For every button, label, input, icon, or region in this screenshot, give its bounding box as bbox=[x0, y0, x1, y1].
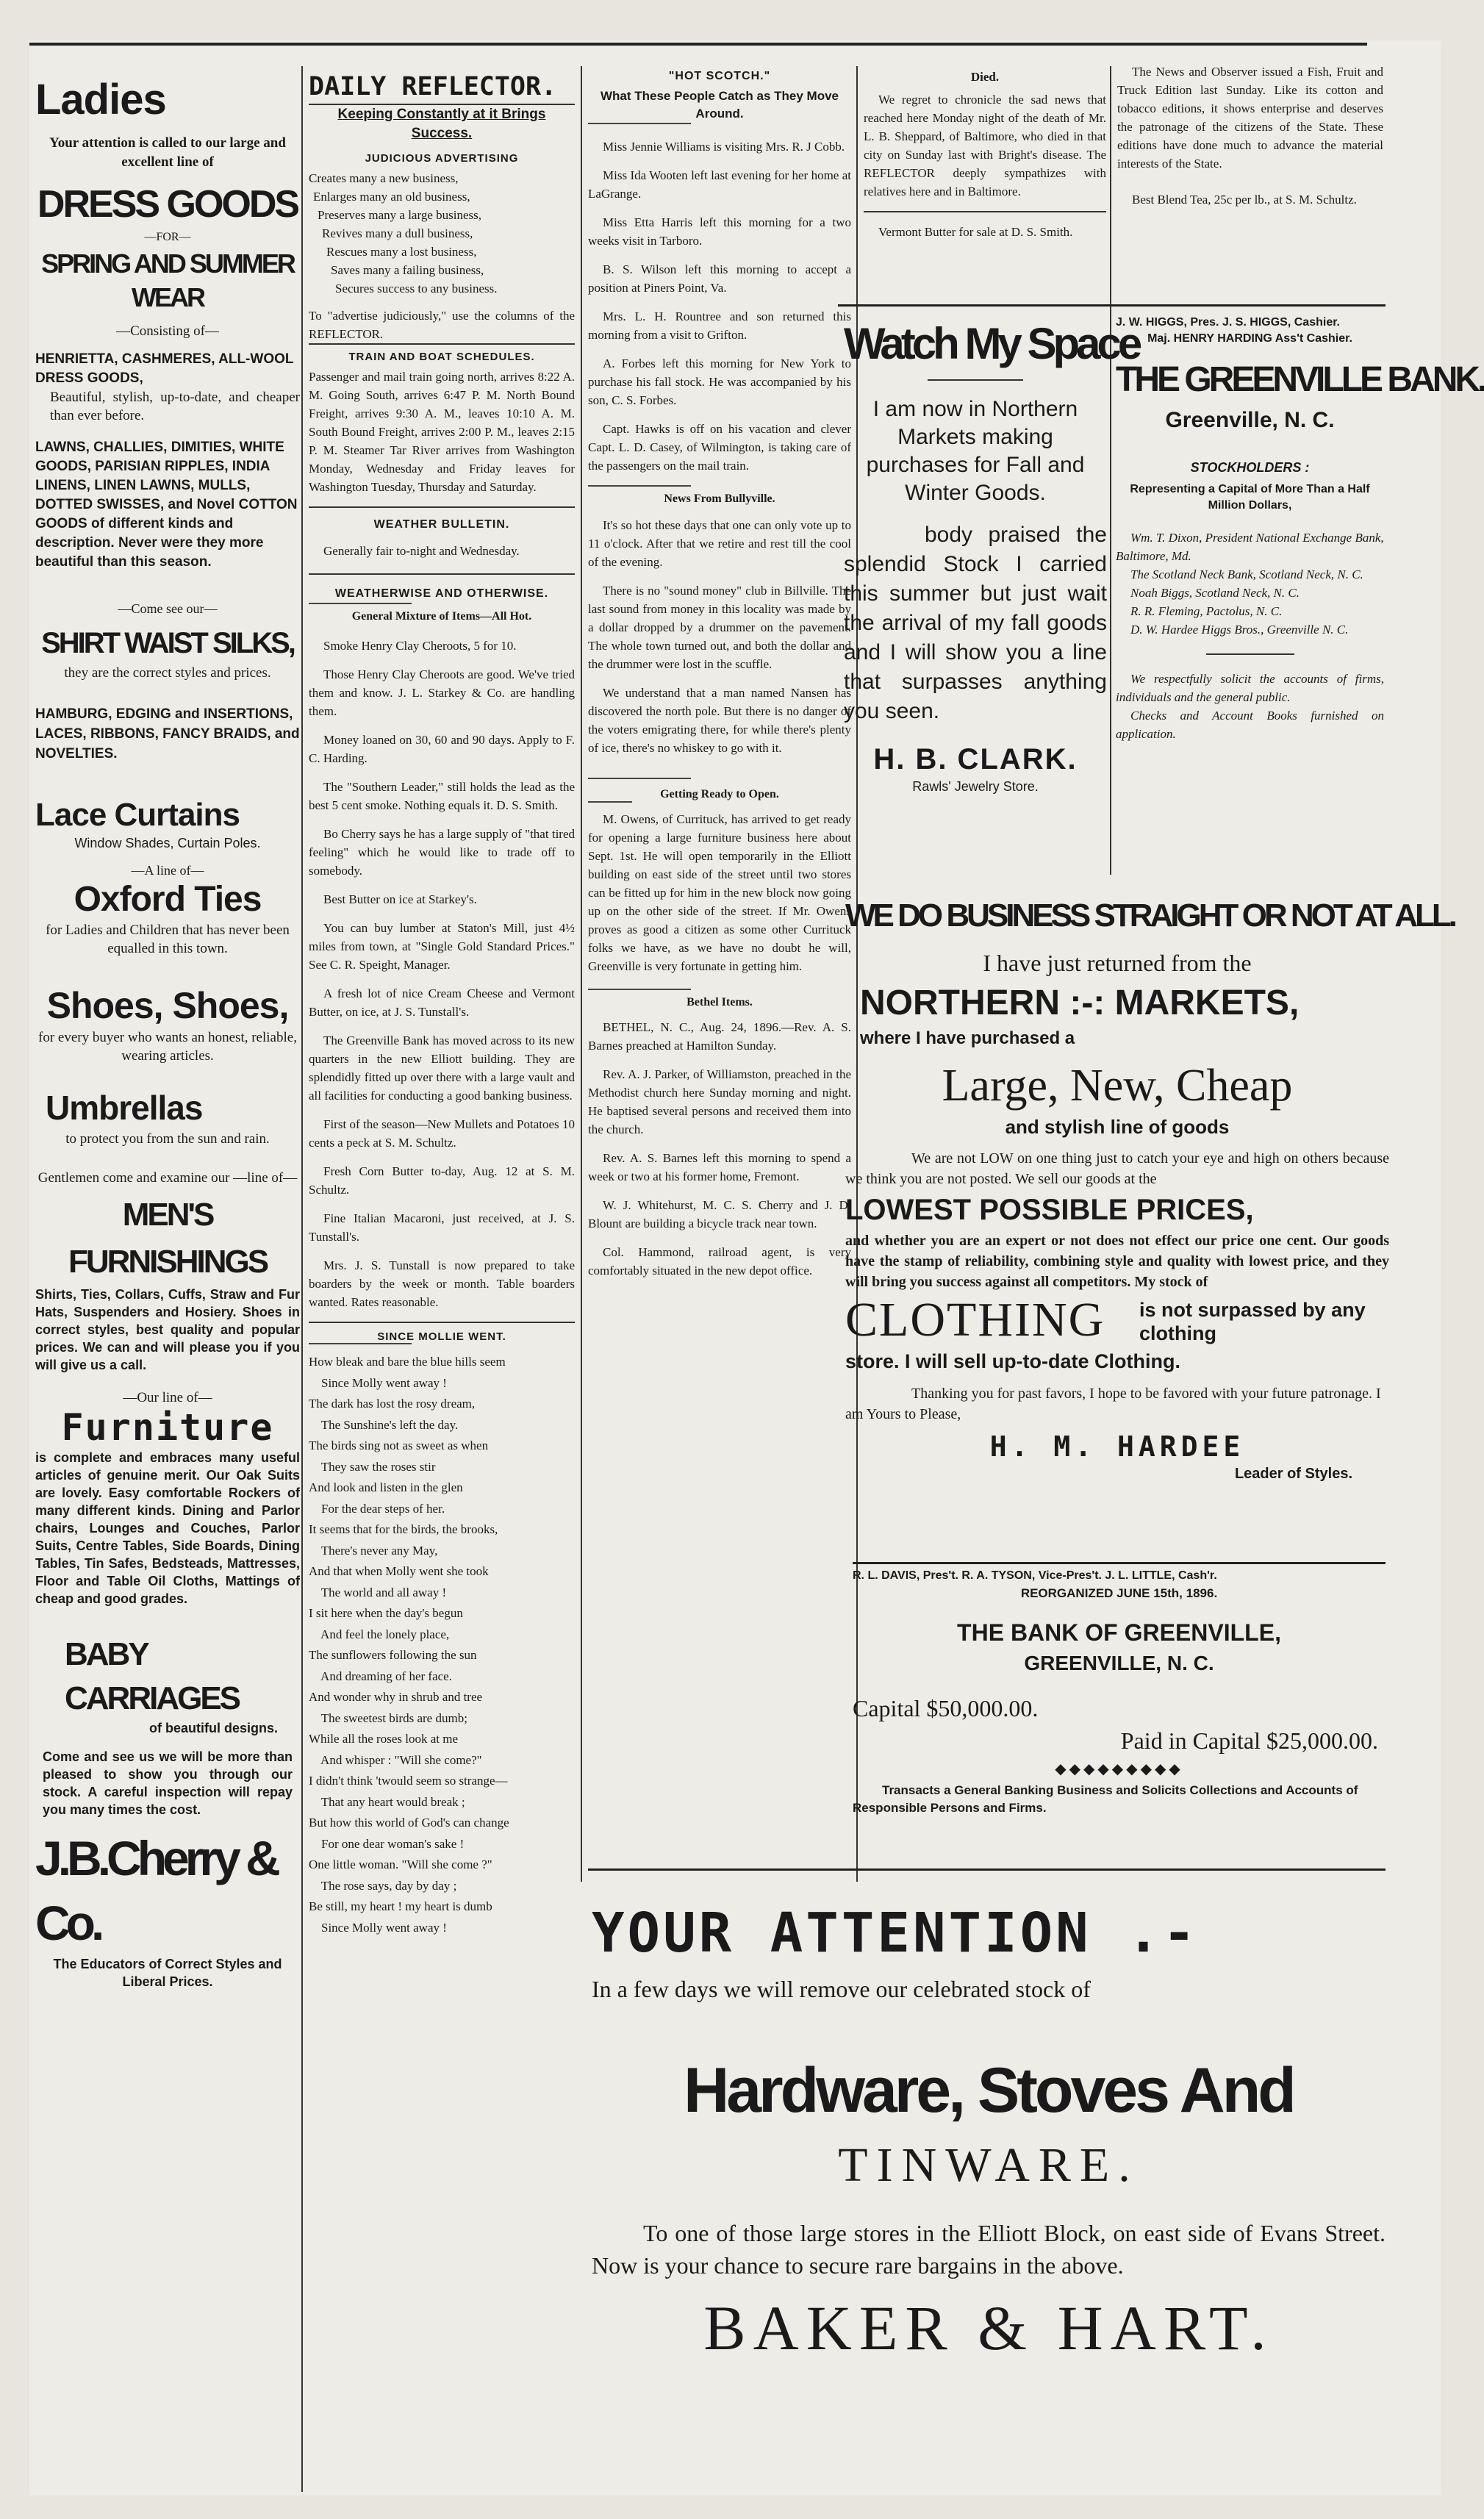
poem-line: Since Molly went away ! bbox=[309, 1920, 447, 1935]
gbank-officers1: J. W. HIGGS, Pres. J. S. HIGGS, Cashier. bbox=[1116, 316, 1340, 329]
cherry-firm-sub: The Educators of Correct Styles and Liberal Prices. bbox=[53, 1957, 282, 1989]
gbank-holder: D. W. Hardee Higgs Bros., Greenville N. C. bbox=[1130, 623, 1349, 637]
hardee-text1: We are not LOW on one thing just to catch your eye and high on others because we think you are not posted. We sell our goods at the bbox=[845, 1150, 1389, 1187]
bog-capital: Capital $50,000.00. bbox=[853, 1695, 1039, 1721]
hamburg-list: HAMBURG, EDGING and INSERTIONS, LACES, RIBBONS, FANCY BRAIDS, and NOVELTIES. bbox=[35, 706, 300, 762]
poem-line: The rose says, day by day ; bbox=[309, 1878, 457, 1893]
poem-line: The sweetest birds are dumb; bbox=[309, 1710, 467, 1725]
consisting-label: —Consisting of— bbox=[116, 323, 219, 339]
poem-line: It seems that for the birds, the brooks, bbox=[309, 1522, 498, 1536]
poem-line: For one dear woman's sake ! bbox=[309, 1836, 465, 1851]
section-rule bbox=[588, 1868, 1386, 1871]
died-text: We regret to chronicle the sad news that reached here Monday night of the death of Mr. L. B. Sheppard, of Baltimore, who died in that city on Sunday last with Bright's disease. The REFLECTOR deeply sympathizes with relatives here and in Baltimore. bbox=[864, 93, 1106, 198]
reflector-items bbox=[309, 637, 575, 1311]
umbrellas-sub: to protect you from the sun and rain. bbox=[65, 1131, 270, 1147]
henrietta-line: HENRIETTA, CASHMERES, ALL-WOOL DRESS GOODS, bbox=[35, 351, 294, 386]
bethel-item: W. J. Whitehurst, M. C. S. Cherry and J. D. Blount are building a bicycle track near town. bbox=[588, 1198, 851, 1230]
poem-title: SINCE MOLLIE WENT. bbox=[377, 1330, 506, 1343]
gbank-name: THE GREENVILLE BANK. bbox=[1116, 360, 1484, 399]
train-text: Passenger and mail train going north, arrives 8:22 A. M. Going South, arrives 6:47 P. M. North Bound Freight, arrives 9:30 A. M., leaves 10:10 A. M. South Bound Freight, arrives 2:00 P. M., leaves 2:15 P. M. Steamer Tar River arrives from Washington Monday, Wednesday and Friday leaves for Washington Tuesday, Thursday and Saturday. bbox=[309, 370, 575, 494]
hotscotch-subtitle: What These People Catch as They Move Around. bbox=[600, 89, 839, 121]
oxford-ties-sub: for Ladies and Children that has never been equalled in this town. bbox=[46, 922, 290, 956]
tea-notice: Best Blend Tea, 25c per lb., at S. M. Schultz. bbox=[1132, 193, 1357, 207]
hotscotch-item: Miss Ida Wooten left last evening for her home at LaGrange. bbox=[588, 168, 851, 201]
reflector-item: A fresh lot of nice Cream Cheese and Vermont Butter, on ice, at J. S. Tunstall's. bbox=[309, 986, 575, 1019]
judicious-heading: JUDICIOUS ADVERTISING bbox=[365, 152, 519, 165]
hardee-lowest: LOWEST POSSIBLE PRICES, bbox=[845, 1194, 1254, 1226]
gbank-holder: Wm. T. Dixon, President National Exchange Bank, Baltimore, Md. bbox=[1116, 531, 1384, 563]
gbank-officers2: Maj. HENRY HARDING Ass't Cashier. bbox=[1147, 332, 1352, 345]
baker-intro: In a few days we will remove our celebrated stock of bbox=[592, 1976, 1091, 2002]
train-heading: TRAIN AND BOAT SCHEDULES. bbox=[348, 351, 535, 363]
hotscotch-item: B. S. Wilson left this morning to accept a position at Piners Point, Va. bbox=[588, 262, 851, 295]
observer-section bbox=[1117, 62, 1383, 305]
reflector-item: Those Henry Clay Cheroots are good. We've tried them and know. J. L. Starkey & Co. are handling them. bbox=[309, 667, 575, 718]
reflector-item: Best Butter on ice at Starkey's. bbox=[323, 892, 477, 906]
observer-text: The News and Observer issued a Fish, Fruit and Truck Edition last Sunday. Like its cotton and tobacco editions, it shows enterprise and deserves the patronage of the citizens of the State. These editions have done much to advance the material interests of the State. bbox=[1117, 65, 1383, 171]
shirt-waist-heading: SHIRT WAIST SILKS, bbox=[41, 627, 294, 659]
line-of-label: —A line of— bbox=[131, 863, 204, 878]
clark-sub: Rawls' Jewelry Store. bbox=[912, 779, 1039, 794]
judicious-line: Enlarges many an old business, bbox=[313, 190, 470, 204]
baby-carriages-heading: BABY CARRIAGES bbox=[65, 1636, 240, 1716]
bog-reorganized: REORGANIZED JUNE 15th, 1896. bbox=[1020, 1586, 1218, 1600]
section-rule bbox=[838, 304, 1386, 307]
poem-line: There's never any May, bbox=[309, 1543, 438, 1558]
bully-items bbox=[588, 516, 851, 757]
baker-text: To one of those large stores in the Elliott Block, on east side of Evans Street. Now is your chance to secure rare bargains in the above. bbox=[592, 2220, 1386, 2279]
reflector-item: The "Southern Leader," still holds the lead as the best 5 cent smoke. Nothing equals it. D. S. Smith. bbox=[309, 780, 575, 812]
gbank-holders bbox=[1116, 528, 1384, 639]
hardee-stylish: and stylish line of goods bbox=[1005, 1116, 1230, 1138]
clark-headline: Watch My Space bbox=[844, 319, 1139, 368]
bully-heading: News From Bullyville. bbox=[664, 492, 775, 505]
lawns-list: LAWNS, CHALLIES, DIMITIES, WHITE GOODS, PARISIAN RIPPLES, INDIA LINENS, LINEN LAWNS, MULLS, DOTTED SWISSES, and Novel COTTON GOODS of different kinds and description. Never were they more beautiful than this season. bbox=[35, 440, 298, 570]
poem-line: For the dear steps of her. bbox=[309, 1501, 445, 1516]
judicious-line: Preserves many a large business, bbox=[318, 208, 481, 222]
hotscotch-item: A. Forbes left this morning for New York to purchase his fall stock. He was accompanied by his son, C. S. Forbes. bbox=[588, 356, 851, 407]
hotscotch-column bbox=[588, 70, 851, 1878]
bethel-item: Col. Hammond, railroad agent, is very comfortably situated in the new depot office. bbox=[588, 1245, 851, 1278]
reflector-item: Money loaned on 30, 60 and 90 days. Apply to F. C. Harding. bbox=[309, 733, 575, 765]
lace-curtains-sub: Window Shades, Curtain Poles. bbox=[74, 836, 261, 850]
top-rule bbox=[29, 43, 1367, 46]
gbank-holder: The Scotland Neck Bank, Scotland Neck, N. C. bbox=[1130, 567, 1363, 581]
judicious-line: Saves many a failing business, bbox=[331, 263, 484, 277]
greenville-bank-ad bbox=[1116, 315, 1484, 888]
mens-furnishings-sub: Shirts, Ties, Collars, Cuffs, Straw and Fur Hats, Suspenders and Hosiery. Shoes in correct styles, best quality and popular prices. We can and will please you if you will give us a call. bbox=[35, 1287, 300, 1372]
reflector-title: DAILY REFLECTOR. bbox=[309, 72, 557, 101]
bully-item: It's so hot these days that one can only vote up to 11 o'clock. After that we retire and rest till the cool of the evening. bbox=[588, 518, 851, 569]
section-rule bbox=[853, 1562, 1386, 1564]
poem-line: Be still, my heart ! my heart is dumb bbox=[309, 1899, 492, 1913]
hardee-text2: and whether you are an expert or not does not effect our price one cent. Our goods have the stamp of reliability, combining style and quality with lowest price, and they will bring you success against all competitors. My stock of bbox=[845, 1233, 1389, 1290]
judicious-line: Secures success to any business. bbox=[335, 282, 498, 295]
hotscotch-items bbox=[588, 137, 851, 475]
gbank-checks: Checks and Account Books furnished on application. bbox=[1116, 709, 1384, 741]
baker-tinware: TINWARE. bbox=[838, 2138, 1139, 2192]
butter-notice: Vermont Butter for sale at D. S. Smith. bbox=[878, 225, 1073, 239]
bethel-item: Rev. A. J. Parker, of Williamston, preached in the Methodist church here Sunday morning and night. He baptised several persons and received them into the church. bbox=[588, 1067, 851, 1136]
ladies-title: Ladies bbox=[35, 76, 166, 123]
umbrellas-heading: Umbrellas bbox=[46, 1089, 203, 1127]
poem-line: The Sunshine's left the day. bbox=[309, 1417, 459, 1432]
died-section bbox=[864, 70, 1106, 334]
reflector-item: Fine Italian Macaroni, just received, at J. S. Tunstall's. bbox=[309, 1211, 575, 1244]
oxford-ties-heading: Oxford Ties bbox=[74, 880, 262, 919]
judicious-lines bbox=[309, 169, 575, 298]
reflector-item: You can buy lumber at Staton's Mill, just 4½ miles from town, at "Single Gold Standard Prices." See C. R. Speight, Manager. bbox=[309, 921, 575, 972]
bank-of-greenville-ad: R. L. DAVIS, Pres't. R. A. TYSON, Vice-Pres't. J. L. LITTLE, Cash'r. REORGANIZED JUNE 15th, 1896. THE BANK OF GREENVILLE, GREENVILLE, N. C. Capital $50,000.00. Paid in Capital $25,000.00. ◆◆◆◆◆◆◆◆◆ Transacts a General Banking Business and Solicits Collections and Accounts of Responsible Persons and Firms. bbox=[853, 1567, 1386, 1861]
hotscotch-item: Miss Etta Harris left this morning for a two weeks visit in Tarboro. bbox=[588, 215, 851, 248]
weather-heading: WEATHER BULLETIN. bbox=[373, 518, 510, 531]
reflector-item: Smoke Henry Clay Cheroots, 5 for 10. bbox=[323, 639, 517, 653]
hardee-northern: NORTHERN :-: MARKETS, bbox=[860, 983, 1300, 1022]
judicious-note: To "advertise judiciously," use the columns of the REFLECTOR. bbox=[309, 309, 575, 341]
hardee-thanks: Thanking you for past favors, I hope to be favored with your future patronage. I am Yours to Please, bbox=[845, 1386, 1381, 1422]
baker-hart-ad bbox=[592, 1896, 1386, 2484]
gbank-stock-heading: STOCKHOLDERS : bbox=[1190, 460, 1310, 475]
gentlemen-line: Gentlemen come and examine our —line of— bbox=[37, 1170, 298, 1186]
reflector-item: Fresh Corn Butter to-day, Aug. 12 at S. M. Schultz. bbox=[309, 1164, 575, 1197]
open-text: M. Owens, of Currituck, has arrived to get ready for opening a large furniture business here about Sept. 1st. He will open temporarily in the Elliott building on east side of the street until two stores can be fitted up for him in the new block now going up on the other side of the street. If Mr. Owens proves as good a citizen as some other Currituck folks we have, as we have no doubt he will, Greenville is very fortunate in getting him. bbox=[588, 812, 851, 973]
poem-line: The dark has lost the rosy dream, bbox=[309, 1397, 476, 1411]
hotscotch-item: Mrs. L. H. Rountree and son returned this morning from a visit to Grifton. bbox=[588, 309, 851, 342]
column-rule bbox=[301, 66, 303, 2492]
poem-line: While all the roses look at me bbox=[309, 1732, 458, 1746]
clark-ad bbox=[844, 315, 1139, 851]
henrietta-sub: Beautiful, stylish, up-to-date, and cheaper than ever before. bbox=[50, 390, 300, 423]
poem-line: How bleak and bare the blue hills seem bbox=[309, 1355, 506, 1369]
bog-paid: Paid in Capital $25,000.00. bbox=[1120, 1727, 1378, 1754]
bog-transacts: Transacts a General Banking Business and Solicits Collections and Accounts of Responsible Persons and Firms. bbox=[853, 1783, 1358, 1815]
hotscotch-title: "HOT SCOTCH." bbox=[668, 70, 771, 82]
poem-lines bbox=[309, 1352, 575, 1938]
hardee-clothing: CLOTHING bbox=[845, 1293, 1105, 1347]
hardee-leader: Leader of Styles. bbox=[1234, 1466, 1352, 1482]
hardee-large: Large, New, Cheap bbox=[942, 1061, 1293, 1111]
gbank-holder: R. R. Fleming, Pactolus, N. C. bbox=[1130, 604, 1283, 618]
baker-hardware: Hardware, Stoves And bbox=[684, 2055, 1294, 2126]
mens-furnishings-heading: MEN'S FURNISHINGS bbox=[68, 1197, 268, 1280]
hardee-returned: I have just returned from the bbox=[983, 950, 1252, 976]
died-title: Died. bbox=[970, 70, 1000, 84]
bully-item: We understand that a man named Nansen has discovered the north pole. But there is no danger of the voters emigrating there, for while there's plenty of ice, there's no whiskey to go with it. bbox=[588, 686, 851, 755]
gbank-solicit: We respectfully solicit the accounts of firms, individuals and the general public. bbox=[1116, 672, 1384, 704]
shoes-sub: for every buyer who wants an honest, reliable, wearing articles. bbox=[38, 1030, 297, 1064]
judicious-line: Rescues many a lost business, bbox=[326, 245, 477, 259]
poem-line: Since Molly went away ! bbox=[309, 1375, 447, 1390]
gbank-city: Greenville, N. C. bbox=[1165, 408, 1335, 432]
open-heading: Getting Ready to Open. bbox=[660, 788, 779, 800]
bethel-item: Rev. A. S. Barnes left this morning to spend a week or two at his former home, Fremont. bbox=[588, 1151, 851, 1183]
judicious-line: Revives many a dull business, bbox=[322, 226, 473, 240]
shoes-heading: Shoes, Shoes, bbox=[46, 985, 289, 1026]
bog-officers: R. L. DAVIS, Pres't. R. A. TYSON, Vice-Pres't. J. L. LITTLE, Cash'r. bbox=[853, 1569, 1217, 1582]
column-rule bbox=[581, 66, 582, 1882]
poem-line: And feel the lonely place, bbox=[309, 1627, 450, 1641]
bethel-item: BETHEL, N. C., Aug. 24, 1896.—Rev. A. S. Barnes preached at Hamilton Sunday. bbox=[588, 1020, 851, 1053]
our-line-label: —Our line of— bbox=[123, 1390, 212, 1405]
reflector-item: Bo Cherry says he has a large supply of "that tired feeling" which he would like to trade off to somebody. bbox=[309, 827, 575, 878]
baby-carriages-text: Come and see us we will be more than pleased to show you through our stock. A careful inspection will repay you many times the cost. bbox=[43, 1749, 293, 1817]
hardee-clothing-side: is not surpassed by any clothing bbox=[1139, 1299, 1366, 1344]
bethel-items bbox=[588, 1018, 851, 1280]
hardee-headline: WE DO BUSINESS STRAIGHT OR NOT AT ALL. bbox=[845, 897, 1455, 934]
bully-item: There is no "sound money" club in Billville. The last sound from money in this locality was made by a dollar dropped by a drummer on the pavement. The whole town turned out, and both the dollar and the drummer were lost in the scuffle. bbox=[588, 584, 851, 671]
gbank-holder: Noah Biggs, Scotland Neck, N. C. bbox=[1130, 586, 1300, 600]
clark-name: H. B. CLARK. bbox=[873, 743, 1078, 775]
baby-carriages-sub: of beautiful designs. bbox=[148, 1721, 278, 1735]
furniture-heading: Furniture bbox=[61, 1406, 274, 1449]
bethel-heading: Bethel Items. bbox=[687, 996, 753, 1008]
baker-headline: YOUR ATTENTION .- bbox=[592, 1902, 1199, 1965]
poem-line: They saw the roses stir bbox=[309, 1459, 436, 1474]
hardee-ad bbox=[845, 891, 1455, 1552]
poem-line: The world and all away ! bbox=[309, 1585, 447, 1599]
poem-line: And that when Molly went she took bbox=[309, 1564, 489, 1578]
poem-line: I sit here when the day's begun bbox=[309, 1606, 463, 1620]
reflector-item: Mrs. J. S. Tunstall is now prepared to take boarders by the week or month. Table boarders wanted. Rates reasonable. bbox=[309, 1258, 575, 1309]
weatherwise-heading: WEATHERWISE AND OTHERWISE. bbox=[334, 587, 549, 600]
bog-city: GREENVILLE, N. C. bbox=[1024, 1652, 1214, 1674]
hardee-purchased: where I have purchased a bbox=[860, 1028, 1075, 1048]
hardee-name: H. M. HARDEE bbox=[989, 1430, 1245, 1463]
poem-line: But how this world of God's can change bbox=[309, 1816, 509, 1830]
reflector-subtitle: Keeping Constantly at it Brings Success. bbox=[337, 107, 546, 141]
cherry-firm-name: J.B.Cherry & Co. bbox=[35, 1831, 276, 1950]
poem-line: And dreaming of her face. bbox=[309, 1669, 452, 1683]
clark-text2: body praised the splendid Stock I carried this summer but just wait the arrival of my fall goods and I will show you a line that surpasses anything you seen. bbox=[844, 523, 1107, 723]
cherry-ad bbox=[35, 74, 300, 2499]
poem-line: And look and listen in the glen bbox=[309, 1480, 463, 1494]
furniture-sub: is complete and embraces many useful articles of genuine merit. Our Oak Suits are lovely. Easy comfortable Rockers of many different kinds. Dining and Parlor chairs, Lounges and Couches, Parlor Suits, Centre Tables, Side Boards, Dining Tables, Tin Safes, Bedsteads, Mattresses, Floor and Table Oil Cloths, Mattings of cheap and good grades. bbox=[35, 1450, 300, 1606]
poem-line: The birds sing not as sweet as when bbox=[309, 1438, 489, 1452]
weatherwise-sub: General Mixture of Items—All Hot. bbox=[351, 610, 532, 623]
reflector-column bbox=[309, 70, 575, 2495]
hardee-store: store. I will sell up-to-date Clothing. bbox=[845, 1350, 1181, 1372]
reflector-item: First of the season—New Mullets and Potatoes 10 cents a peck at S. M. Schultz. bbox=[309, 1117, 575, 1150]
lace-curtains-heading: Lace Curtains bbox=[35, 797, 240, 833]
poem-line: I didn't think 'twould seem so strange— bbox=[309, 1774, 508, 1788]
bog-name: THE BANK OF GREENVILLE, bbox=[957, 1619, 1281, 1646]
hotscotch-item: Miss Jennie Williams is visiting Mrs. R. J Cobb. bbox=[603, 140, 845, 154]
weather-text: Generally fair to-night and Wednesday. bbox=[323, 544, 520, 558]
for-label: —FOR— bbox=[144, 231, 191, 243]
poem-line: That any heart would break ; bbox=[309, 1794, 465, 1809]
baker-name: BAKER & HART. bbox=[703, 2293, 1274, 2363]
shirt-waist-sub: they are the correct styles and prices. bbox=[64, 665, 271, 681]
clark-text: I am now in Northern Markets making purchases for Fall and Winter Goods. bbox=[866, 397, 1085, 505]
ladies-intro: Your attention is called to our large and excellent line of bbox=[49, 135, 286, 170]
reflector-item: The Greenville Bank has moved across to its new quarters in the new Elliott building. They are splendidly fitted up over there with a large vault and all facilities for conducting a good banking business. bbox=[309, 1033, 575, 1103]
poem-line: The sunflowers following the sun bbox=[309, 1648, 477, 1662]
hotscotch-item: Capt. Hawks is off on his vacation and clever Capt. L. D. Casey, of Wilmington, is taking care of the passengers on the mail train. bbox=[588, 422, 851, 473]
poem-line: One little woman. "Will she come ?" bbox=[309, 1857, 492, 1871]
dress-goods-heading: DRESS GOODS bbox=[37, 183, 298, 226]
gbank-stock-sub: Representing a Capital of More Than a Half Million Dollars, bbox=[1130, 483, 1370, 512]
come-see-label: —Come see our— bbox=[118, 601, 218, 616]
poem-line: And whisper : "Will she come?" bbox=[309, 1752, 482, 1767]
poem-line: And wonder why in shrub and tree bbox=[309, 1690, 483, 1704]
judicious-line: Creates many a new business, bbox=[309, 171, 459, 185]
column-rule bbox=[1110, 66, 1111, 875]
spring-summer-heading: SPRING AND SUMMER WEAR bbox=[41, 248, 294, 312]
